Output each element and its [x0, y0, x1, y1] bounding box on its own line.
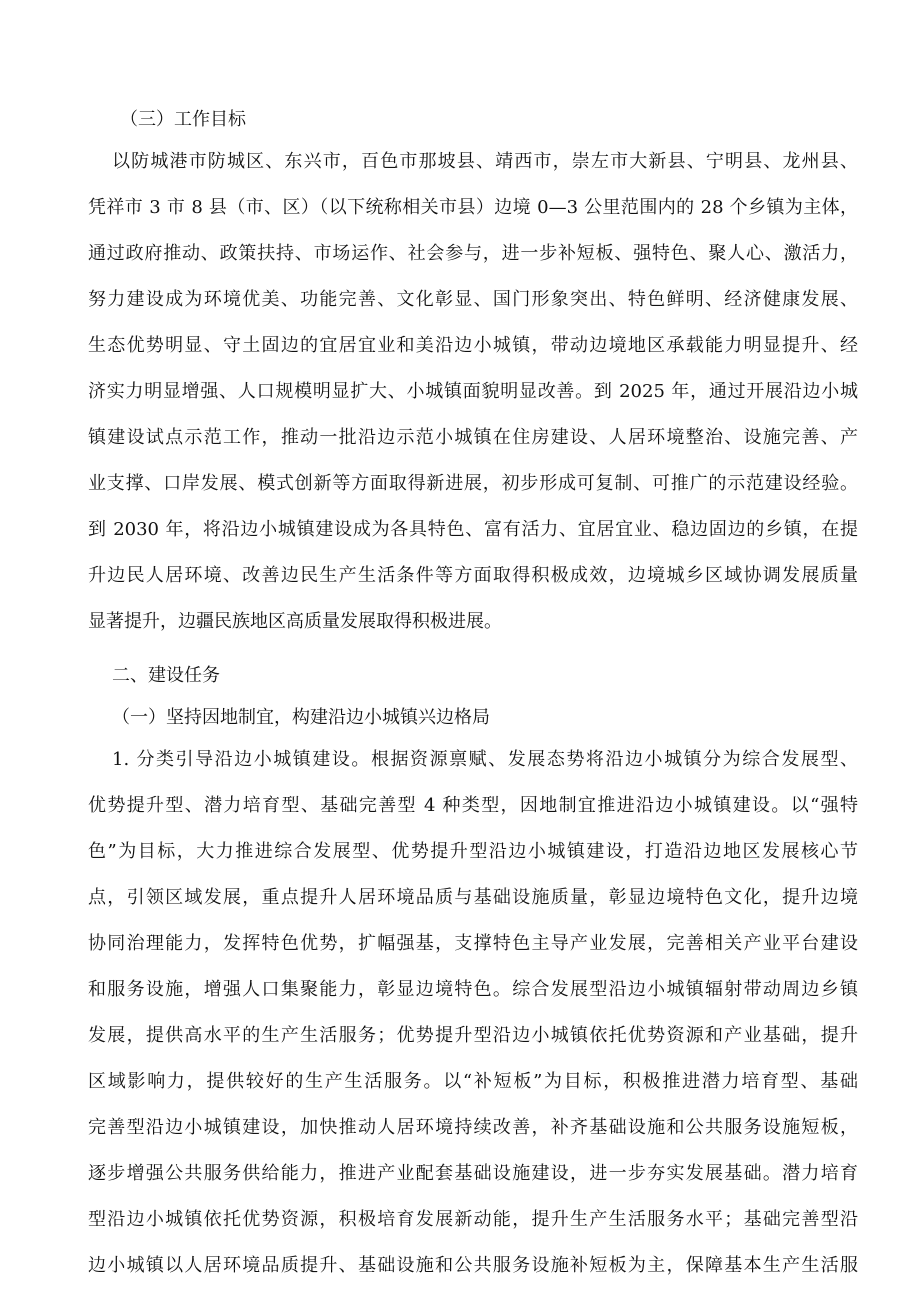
paragraph-line: 边小城镇以人居环境品质提升、基础设施和公共服务设施补短板为主，保障基本生产生活服	[88, 1255, 858, 1276]
subsection-heading: （一）坚持因地制宜，构建沿边小城镇兴边格局	[112, 707, 490, 728]
part-heading-construction-tasks: 二、建设任务	[112, 665, 220, 686]
paragraph-line: 点，引领区域发展，重点提升人居环境品质与基础设施质量，彰显边境特色文化，提升边境	[88, 887, 858, 908]
paragraph-line: 和服务设施，增强人口集聚能力，彰显边境特色。综合发展型沿边小城镇辐射带动周边乡镇	[88, 979, 858, 1000]
paragraph-line: 色”为目标，大力推进综合发展型、优势提升型沿边小城镇建设，打造沿边地区发展核心节	[88, 841, 858, 862]
paragraph-line: 型沿边小城镇依托优势资源，积极培育发展新动能，提升生产生活服务水平；基础完善型沿	[88, 1209, 858, 1230]
paragraph-line: 显著提升，边疆民族地区高质量发展取得积极进展。	[88, 611, 502, 632]
paragraph-line: 发展，提供高水平的生产生活服务；优势提升型沿边小城镇依托优势资源和产业基础，提升	[88, 1025, 858, 1046]
paragraph-line: 生态优势明显、守土固边的宜居宜业和美沿边小城镇，带动边境地区承载能力明显提升、经	[88, 335, 858, 356]
paragraph-line: 到 2030 年，将沿边小城镇建设成为各具特色、富有活力、宜居宜业、稳边固边的乡镇，在提	[88, 519, 858, 540]
paragraph-line: 努力建设成为环境优美、功能完善、文化彰显、国门形象突出、特色鲜明、经济健康发展、	[88, 289, 858, 310]
paragraph-line: 1. 分类引导沿边小城镇建设。根据资源禀赋、发展态势将沿边小城镇分为综合发展型、	[112, 749, 858, 770]
paragraph-line: 优势提升型、潜力培育型、基础完善型 4 种类型，因地制宜推进沿边小城镇建设。以“强特	[88, 795, 858, 816]
section-heading-work-goals: （三）工作目标	[120, 109, 246, 130]
paragraph-line: 完善型沿边小城镇建设，加快推动人居环境持续改善，补齐基础设施和公共服务设施短板，	[88, 1117, 858, 1138]
paragraph-line: 升边民人居环境、改善边民生产生活条件等方面取得积极成效，边境城乡区域协调发展质量	[88, 565, 858, 586]
paragraph-line: 镇建设试点示范工作，推动一批沿边示范小城镇在住房建设、人居环境整治、设施完善、产	[88, 427, 858, 448]
paragraph-line: 区域影响力，提供较好的生产生活服务。以“补短板”为目标，积极推进潜力培育型、基础	[88, 1071, 858, 1092]
paragraph-line: 通过政府推动、政策扶持、市场运作、社会参与，进一步补短板、强特色、聚人心、激活力，	[88, 243, 858, 264]
paragraph-line: 协同治理能力，发挥特色优势，扩幅强基，支撑特色主导产业发展，完善相关产业平台建设	[88, 933, 858, 954]
paragraph-line: 逐步增强公共服务供给能力，推进产业配套基础设施建设，进一步夯实发展基础。潜力培育	[88, 1163, 858, 1184]
paragraph-line: 济实力明显增强、人口规模明显扩大、小城镇面貌明显改善。到 2025 年，通过开展沿边小城	[88, 381, 858, 402]
paragraph-line: 以防城港市防城区、东兴市，百色市那坡县、靖西市，崇左市大新县、宁明县、龙州县、	[112, 151, 858, 172]
paragraph-line: 凭祥市 3 市 8 县（市、区）（以下统称相关市县）边境 0—3 公里范围内的 28 个乡镇为主体，	[88, 197, 858, 218]
paragraph-line: 业支撑、口岸发展、模式创新等方面取得新进展，初步形成可复制、可推广的示范建设经验。	[88, 473, 858, 494]
